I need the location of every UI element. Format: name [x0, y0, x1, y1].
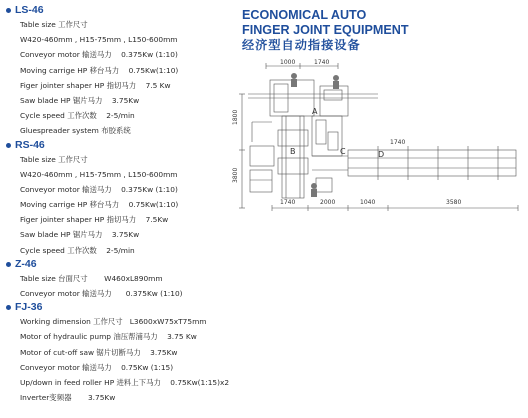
bullet-icon [6, 262, 11, 267]
bullet-icon [6, 305, 11, 310]
dim-bottom-2: 2000 [320, 199, 336, 206]
title-line-chinese: 经济型自动指接设备 [242, 38, 361, 52]
spec-line: W420-460mm , H15-75mm , L150-600mm [20, 35, 178, 45]
bullet-icon [6, 8, 11, 13]
spec-line: Working dimension 工作尺寸 L3600xW75xT75mm [20, 317, 207, 327]
model-heading: FJ-36 [6, 301, 268, 314]
spec-line: Saw blade HP 锯片马力 3.75Kw [20, 95, 140, 105]
spec-line: Cycle speed 工作次数 2-5/min [20, 245, 135, 255]
label-a: A [312, 107, 318, 116]
bullet-icon [6, 143, 11, 148]
spec-line: Moving carrige HP 移台马力 0.75Kw(1:10) [20, 200, 179, 210]
machine-layout-svg [228, 58, 524, 214]
spec-line: W420-460mm , H15-75mm , L150-600mm [20, 169, 178, 179]
spec-line: Gluespreader system 布胶系统 [20, 126, 131, 136]
section-fj36 [6, 301, 268, 405]
dim-bottom-3: 1040 [360, 199, 376, 206]
spec-line: Figer jointer shaper HP 指切马力 7.5Kw [20, 215, 169, 225]
page-title [242, 8, 512, 53]
spec-line: Conveyor motor 输送马力 0.375Kw (1:10) [20, 184, 178, 194]
spec-line: Conveyor motor 输送马力 0.375Kw (1:10) [20, 289, 183, 298]
dim-top-2: 1740 [314, 59, 330, 66]
label-c: C [340, 147, 346, 156]
spec-line: Up/down in feed roller HP 进料上下马力 0.75Kw(1:15)x2 [20, 377, 230, 387]
layout-drawing [228, 58, 524, 214]
dim-bottom-1: 1740 [280, 199, 296, 206]
spec-line: Table size 台面尺寸 W460xL890mm [20, 273, 163, 283]
spec-line: Table size 工作尺寸 [20, 154, 88, 164]
model-heading: LS-46 [6, 4, 268, 17]
title-line-1: ECONOMICAL AUTO [242, 8, 367, 22]
dim-top-1: 1000 [280, 59, 296, 66]
title-line-2: FINGER JOINT EQUIPMENT [242, 23, 409, 37]
label-b: B [290, 147, 296, 156]
spec-line: Moving carrige HP 移台马力 0.75Kw(1:10) [20, 65, 179, 75]
spec-line: Figer jointer shaper HP 指切马力 7.5 Kw [20, 80, 171, 90]
spec-line: Table size 工作尺寸 [20, 20, 88, 29]
spec-line: Cycle speed 工作次数 2-5/min [20, 111, 135, 121]
spec-line: Motor of hydraulic pump 油压帮浦马力 3.75 Kw [20, 332, 197, 342]
spec-line: Inverter变频器 3.75Kw [20, 393, 116, 403]
spec-line: Conveyor motor 输送马力 0.375Kw (1:10) [20, 50, 178, 60]
spec-line: Conveyor motor 输送马力 0.75Kw (1:15) [20, 362, 174, 372]
spec-line: Motor of cut-off saw 锯片切断马力 3.75Kw [20, 347, 178, 357]
model-heading: RS-46 [6, 139, 268, 152]
dim-left-2: 3800 [232, 167, 239, 183]
dim-left-1: 1800 [232, 109, 239, 125]
model-heading: Z-46 [6, 258, 268, 271]
dim-bottom-4: 3580 [446, 199, 462, 206]
dim-right: 1740 [390, 139, 406, 146]
spec-line: Saw blade HP 锯片马力 3.75Kw [20, 230, 140, 240]
section-z46 [6, 258, 268, 301]
label-d: D [378, 150, 385, 159]
